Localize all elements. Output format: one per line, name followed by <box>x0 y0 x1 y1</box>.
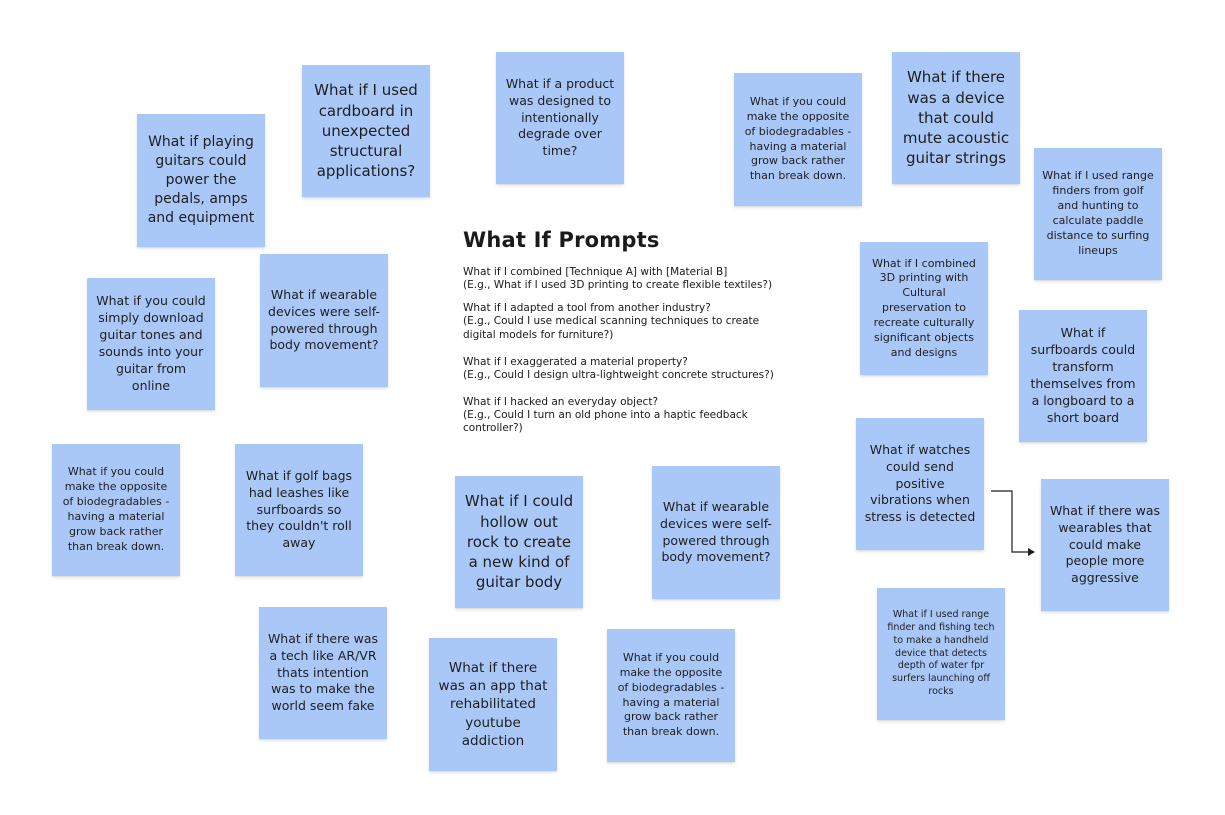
sticky-note[interactable]: What if there was a tech like AR/VR thats intention was to make the world seem fake <box>259 607 387 739</box>
sticky-note[interactable]: What if a product was designed to intentionally degrade over time? <box>496 52 624 184</box>
prompt-item <box>463 356 793 382</box>
prompt-example: (E.g., Could I design ultra-lightweight concrete structures?) <box>463 368 774 381</box>
sticky-note[interactable]: What if I used range finder and fishing tech to make a handheld device that detects depth of water fpr surfers launching off rocks <box>877 588 1005 720</box>
prompt-question: What if I adapted a tool from another industry? <box>463 302 711 315</box>
sticky-note[interactable]: What if wearable devices were self-powered through body movement? <box>260 254 388 387</box>
sticky-note[interactable]: What if I used cardboard in unexpected structural applications? <box>302 65 430 197</box>
sticky-note[interactable]: What if I combined 3D printing with Cultural preservation to recreate culturally significant objects and designs <box>860 242 988 375</box>
prompt-item <box>463 396 793 435</box>
sticky-note[interactable]: What if playing guitars could power the pedals, amps and equipment <box>137 114 265 247</box>
sticky-note[interactable]: What if there was a device that could mute acoustic guitar strings <box>892 52 1020 184</box>
sticky-note[interactable]: What if there was wearables that could make people more aggressive <box>1041 479 1169 611</box>
sticky-note[interactable]: What if watches could send positive vibrations when stress is detected <box>856 418 984 550</box>
prompt-question: What if I combined [Technique A] with [Material B] <box>463 266 728 278</box>
prompt-example: (E.g., Could I use medical scanning techniques to create digital models for furniture?) <box>463 315 760 341</box>
sticky-note[interactable]: What if golf bags had leashes like surfboards so they couldn't roll away <box>235 444 363 576</box>
sticky-note[interactable]: What if you could make the opposite of biodegradables - having a material grow back rather than break down. <box>734 73 862 206</box>
sticky-note[interactable]: What if I could hollow out rock to create a new kind of guitar body <box>455 476 583 608</box>
prompt-question: What if I exaggerated a material property? <box>463 355 688 368</box>
prompt-example: (E.g., What if I used 3D printing to create flexible textiles?) <box>463 279 773 292</box>
sticky-note[interactable]: What if surfboards could transform themselves from a longboard to a short board <box>1019 310 1147 442</box>
sticky-note[interactable]: What if there was an app that rehabilitated youtube addiction <box>429 638 557 771</box>
sticky-note[interactable]: What if I used range finders from golf and hunting to calculate paddle distance to surfing lineups <box>1034 148 1162 280</box>
sticky-note[interactable]: What if you could make the opposite of biodegradables - having a material grow back rather than break down. <box>607 629 735 762</box>
prompt-item <box>463 302 793 341</box>
board-title: What If Prompts <box>463 228 660 252</box>
prompt-item <box>463 266 793 292</box>
sticky-note[interactable]: What if wearable devices were self-powered through body movement? <box>652 466 780 599</box>
prompt-question: What if I hacked an everyday object? <box>463 395 659 408</box>
sticky-note[interactable]: What if you could simply download guitar tones and sounds into your guitar from online <box>87 278 215 410</box>
prompt-panel[interactable] <box>463 228 793 445</box>
sticky-note[interactable]: What if you could make the opposite of biodegradables - having a material grow back rather than break down. <box>52 444 180 576</box>
prompt-example: (E.g., Could I turn an old phone into a haptic feedback controller?) <box>463 409 748 435</box>
